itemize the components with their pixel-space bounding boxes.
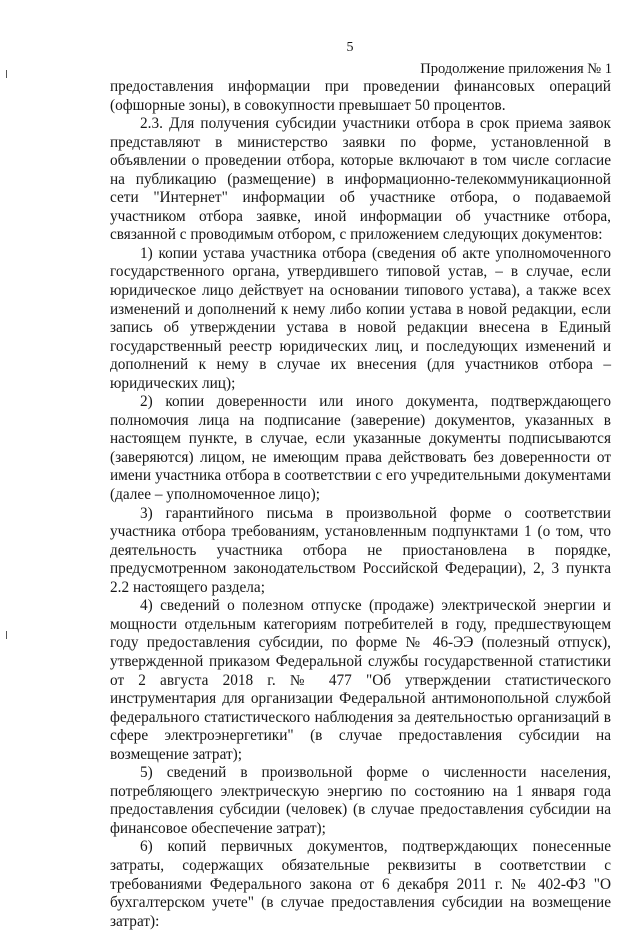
list-item-3: 3) гарантийного письма в произвольной форме о соответствии участника отбора требованиям, установленным подпунктами 1 (о том, что деятельность участника отбора не приостановлена в порядке, предусмотренном законодательством Российской Федерации), 2, 3 пункта 2.2 настоящего раздела; [110,504,611,596]
scan-margin-mark [6,631,7,639]
appendix-continuation-label: Продолжение приложения № 1 [420,61,612,77]
document-body [110,78,611,931]
list-item-2: 2) копии доверенности или иного документа, подтверждающего полномочия лица на подписание (заверение) документов, указанных в настоящем пункте, в случае, если указанные документы подписываются (заверяются) лицом, не имеющим права действовать без доверенности от имени участника отбора в соответствии с его учредительными документами (далее – уполномоченное лицо); [110,393,611,504]
scan-margin-mark [6,70,7,78]
list-item-1: 1) копии устава участника отбора (сведения об акте уполномоченного государственного органа, утвердившего типовой устав, – в случае, если юридическое лицо действует на основании типового устава), а также всех изменений и дополнений к нему либо копии устава в новой редакции, если запись об утверждении устава в новой редакции внесена в Единый государственный реестр юридических лиц, и последующих изменений и дополнений к нему в случае их внесения (для участников отбора – юридических лиц); [110,244,611,392]
list-item-5: 5) сведений в произвольной форме о численности населения, потребляющего электрическую энергию по состоянию на 1 января года предоставления субсидии (человек) (в случае предоставления субсидии на финансовое обеспечение затрат); [110,764,611,837]
list-item-6: 6) копий первичных документов, подтверждающих понесенные затраты, содержащих обязательные реквизиты в соответствии с требованиями Федерального закона от 6 декабря 2011 г. № 402-ФЗ "О бухгалтерском учете" (в случае предоставления субсидии на возмещение затрат): [110,838,611,930]
paragraph-offshore: предоставления информации при проведении финансовых операций (офшорные зоны), в совокупности превышает 50 процентов. [110,78,611,114]
paragraph-2-3: 2.3. Для получения субсидии участники отбора в срок приема заявок представляют в министерство заявки по форме, установленной в объявлении о проведении отбора, которые включают в том числе согласие на публикацию (размещение) в информационно-телекоммуникационной сети "Интернет" информации об участнике отбора, о подаваемой участником отбора заявке, иной информации об участнике отбора, связанной с проводимым отбором, с приложением следующих документов: [110,115,611,244]
list-item-4: 4) сведений о полезном отпуске (продаже) электрической энергии и мощности отдельным категориям потребителей в году, предшествующем году предоставления субсидии, по форме № 46-ЭЭ (полезный отпуск), утвержденной приказом Федеральной службы государственной статистики от 2 августа 2018 г. № 477 "Об утверждении статистического инструментария для организации Федеральной антимонопольной службой федерального статистического наблюдения за деятельностью организаций в сфере электроэнергетики" (в случае предоставления субсидии на возмещение затрат); [110,597,611,763]
page-number: 5 [346,40,354,55]
